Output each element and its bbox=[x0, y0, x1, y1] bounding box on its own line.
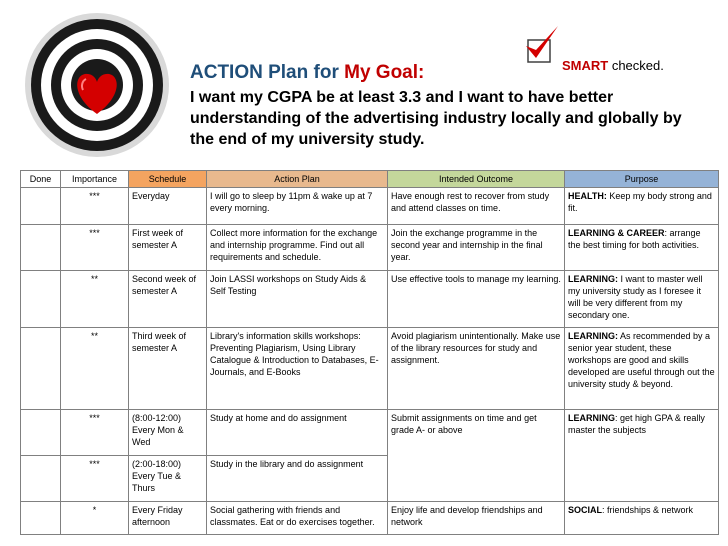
action-plan-table bbox=[20, 170, 719, 535]
outcome-cell: Enjoy life and develop friendships and network bbox=[388, 502, 565, 535]
schedule-line: Thurs bbox=[132, 483, 156, 493]
importance-cell: * bbox=[61, 502, 129, 535]
purpose-cell bbox=[565, 188, 719, 225]
schedule-cell: Second week of semester A bbox=[129, 271, 207, 328]
smart-label: SMART bbox=[562, 58, 609, 73]
schedule-line: Wed bbox=[132, 437, 151, 447]
outcome-cell: Have enough rest to recover from study and attend classes on time. bbox=[388, 188, 565, 225]
schedule-cell: Third week of semester A bbox=[129, 328, 207, 410]
table-header-row bbox=[21, 171, 719, 188]
checkmark-icon bbox=[524, 24, 560, 64]
done-cell[interactable] bbox=[21, 502, 61, 535]
action-cell: Library's information skills workshops: Preventing Plagiarism, Using Library Catalogue & Introduction to Databases, E-Journals, and E-Books bbox=[207, 328, 388, 410]
purpose-cell bbox=[565, 410, 719, 502]
purpose-text: As recommended by a senior year student, these workshops are good and skills developed are useful through out the university study & beyond. bbox=[568, 331, 715, 389]
table-row bbox=[21, 188, 719, 225]
outcome-cell: Use effective tools to manage my learning. bbox=[388, 271, 565, 328]
action-cell: I will go to sleep by 11pm & wake up at 7 every morning. bbox=[207, 188, 388, 225]
col-header-done: Done bbox=[21, 171, 61, 188]
page-title bbox=[190, 62, 710, 84]
purpose-text: : arrange the best timing for both activities. bbox=[568, 228, 701, 250]
schedule-cell bbox=[129, 456, 207, 502]
schedule-cell: Everyday bbox=[129, 188, 207, 225]
schedule-cell bbox=[129, 410, 207, 456]
outcome-cell: Join the exchange programme in the second year and internship in the final year. bbox=[388, 225, 565, 271]
done-cell[interactable] bbox=[21, 271, 61, 328]
title-prefix: ACTION Plan for bbox=[190, 62, 345, 83]
col-header-importance: Importance bbox=[61, 171, 129, 188]
table-row bbox=[21, 502, 719, 535]
schedule-line: Every Tue & bbox=[132, 471, 182, 481]
table-row bbox=[21, 410, 719, 456]
col-header-intended-outcome: Intended Outcome bbox=[388, 171, 565, 188]
purpose-cell bbox=[565, 271, 719, 328]
action-cell: Study in the library and do assignment bbox=[207, 456, 388, 502]
outcome-cell: Avoid plagiarism unintentionally. Make use of the library resources for study and assignment. bbox=[388, 328, 565, 410]
purpose-text: : friendships & network bbox=[602, 505, 694, 515]
done-cell[interactable] bbox=[21, 328, 61, 410]
schedule-line: (2:00-18:00) bbox=[132, 459, 182, 469]
action-cell: Join LASSI workshops on Study Aids & Self Testing bbox=[207, 271, 388, 328]
col-header-schedule: Schedule bbox=[129, 171, 207, 188]
purpose-cell bbox=[565, 225, 719, 271]
importance-cell: *** bbox=[61, 188, 129, 225]
done-cell[interactable] bbox=[21, 456, 61, 502]
importance-cell: *** bbox=[61, 225, 129, 271]
purpose-category: LEARNING & CAREER bbox=[568, 228, 665, 238]
importance-cell: ** bbox=[61, 271, 129, 328]
purpose-category: HEALTH: bbox=[568, 191, 607, 201]
table-row bbox=[21, 225, 719, 271]
purpose-cell bbox=[565, 328, 719, 410]
schedule-line: Every Mon & bbox=[132, 425, 184, 435]
purpose-text: Keep my body strong and fit. bbox=[568, 191, 712, 213]
schedule-line: (8:00-12:00) bbox=[132, 413, 182, 423]
purpose-category: SOCIAL bbox=[568, 505, 603, 515]
title-goal: My Goal: bbox=[344, 62, 425, 83]
schedule-cell: Every Friday afternoon bbox=[129, 502, 207, 535]
purpose-text: I want to master well my university study as I foresee it will be very different from my secondary one. bbox=[568, 274, 703, 320]
schedule-cell: First week of semester A bbox=[129, 225, 207, 271]
action-cell: Collect more information for the exchange and internship programme. Find out all requirements and schedule. bbox=[207, 225, 388, 271]
col-header-action-plan: Action Plan bbox=[207, 171, 388, 188]
table-row bbox=[21, 328, 719, 410]
importance-cell: *** bbox=[61, 456, 129, 502]
importance-cell: ** bbox=[61, 328, 129, 410]
done-cell[interactable] bbox=[21, 410, 61, 456]
outcome-cell: Submit assignments on time and get grade A- or above bbox=[388, 410, 565, 502]
importance-cell: *** bbox=[61, 410, 129, 456]
goal-statement: I want my CGPA be at least 3.3 and I want to have better understanding of the advertising industry locally and globally by the end of my university study. bbox=[190, 89, 682, 148]
done-cell[interactable] bbox=[21, 188, 61, 225]
page-header bbox=[190, 62, 710, 150]
purpose-category: LEARNING: bbox=[568, 274, 618, 284]
done-cell[interactable] bbox=[21, 225, 61, 271]
col-header-purpose: Purpose bbox=[565, 171, 719, 188]
smart-checked bbox=[524, 24, 714, 73]
purpose-cell bbox=[565, 502, 719, 535]
table-row bbox=[21, 271, 719, 328]
purpose-category: LEARNING: bbox=[568, 331, 618, 341]
purpose-category: LEARNING bbox=[568, 413, 615, 423]
smart-suffix: checked. bbox=[608, 58, 664, 73]
target-heart-icon bbox=[22, 10, 172, 160]
purpose-text: : get high GPA & really master the subjects bbox=[568, 413, 705, 435]
action-cell: Social gathering with friends and classmates. Eat or do exercises together. bbox=[207, 502, 388, 535]
action-cell: Study at home and do assignment bbox=[207, 410, 388, 456]
